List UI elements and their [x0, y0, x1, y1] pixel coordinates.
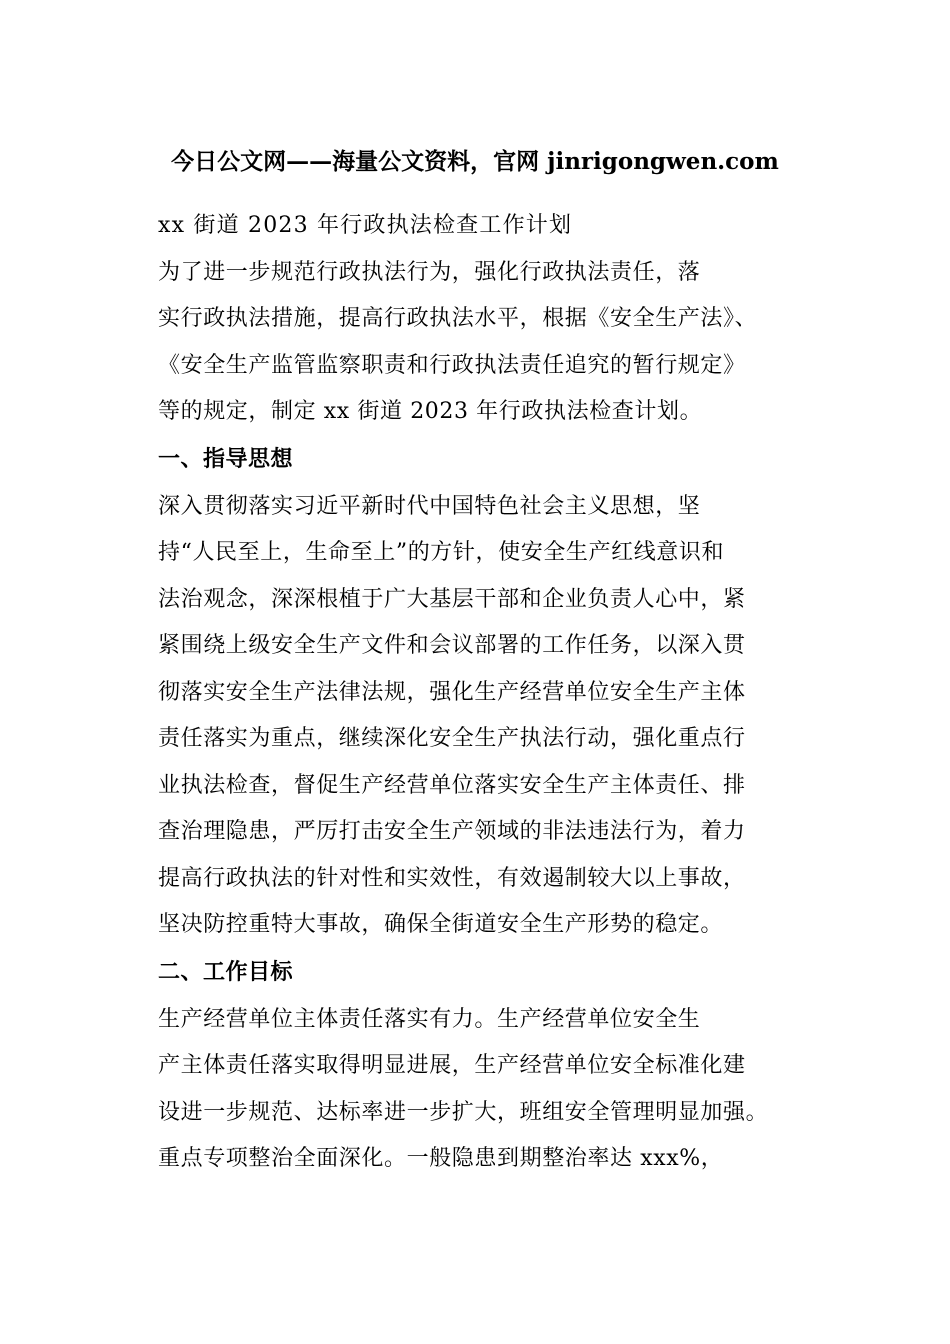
document-title: xx 街道 2023 年行政执法检查工作计划 — [158, 213, 573, 238]
section-heading: 一、指导思想 — [158, 446, 294, 472]
paragraph-line: 实行政执法措施，提高行政执法水平，根据《安全生产法》、 — [158, 306, 758, 331]
paragraph-line: 查治理隐患，严厉打击安全生产领域的非法违法行为，着力 — [158, 819, 746, 844]
section-heading: 二、工作目标 — [158, 959, 294, 985]
paragraph-line: 生产经营单位主体责任落实有力。生产经营单位安全生 — [158, 1006, 701, 1032]
paragraph-line: 设进一步规范、达标率进一步扩大，班组安全管理明显加强。 — [158, 1099, 769, 1125]
document-body — [158, 203, 848, 1183]
site-header: 今日公文网——海量公文资料，官网 jinrigongwen.com — [171, 148, 779, 175]
intro-paragraph — [158, 250, 848, 436]
paragraph-line: 深入贯彻落实习近平新时代中国特色社会主义思想，坚 — [158, 493, 701, 519]
section-paragraph — [158, 997, 848, 1183]
paragraph-line: 责任落实为重点，继续深化安全生产执法行动，强化重点行 — [158, 726, 746, 751]
paragraph-line: 等的规定，制定 xx 街道 2023 年行政执法检查计划。 — [158, 399, 703, 424]
paragraph-line: 坚决防控重特大事故，确保全街道安全生产形势的稳定。 — [158, 912, 724, 937]
paragraph-line: 彻落实安全生产法律法规，强化生产经营单位安全生产主体 — [158, 679, 746, 705]
paragraph-line: 为了进一步规范行政执法行为，强化行政执法责任，落 — [158, 259, 701, 285]
paragraph-line: 法治观念，深深根植于广大基层干部和企业负责人心中，紧 — [158, 586, 746, 612]
paragraph-line: 产主体责任落实取得明显进展，生产经营单位安全标准化建 — [158, 1053, 746, 1078]
paragraph-line: 持“人民至上，生命至上”的方针，使安全生产红线意识和 — [158, 540, 725, 565]
section-paragraph — [158, 484, 848, 949]
paragraph-line: 紧围绕上级安全生产文件和会议部署的工作任务，以深入贯 — [158, 633, 746, 658]
paragraph-line: 《安全生产监管监察职责和行政执法责任追究的暂行规定》 — [158, 352, 746, 378]
paragraph-line: 业执法检查，督促生产经营单位落实安全生产主体责任、排 — [158, 772, 746, 798]
paragraph-line: 提高行政执法的针对性和实效性，有效遏制较大以上事故， — [158, 865, 746, 891]
paragraph-line: 重点专项整治全面深化。一般隐患到期整治率达 xxx%， — [158, 1146, 724, 1171]
